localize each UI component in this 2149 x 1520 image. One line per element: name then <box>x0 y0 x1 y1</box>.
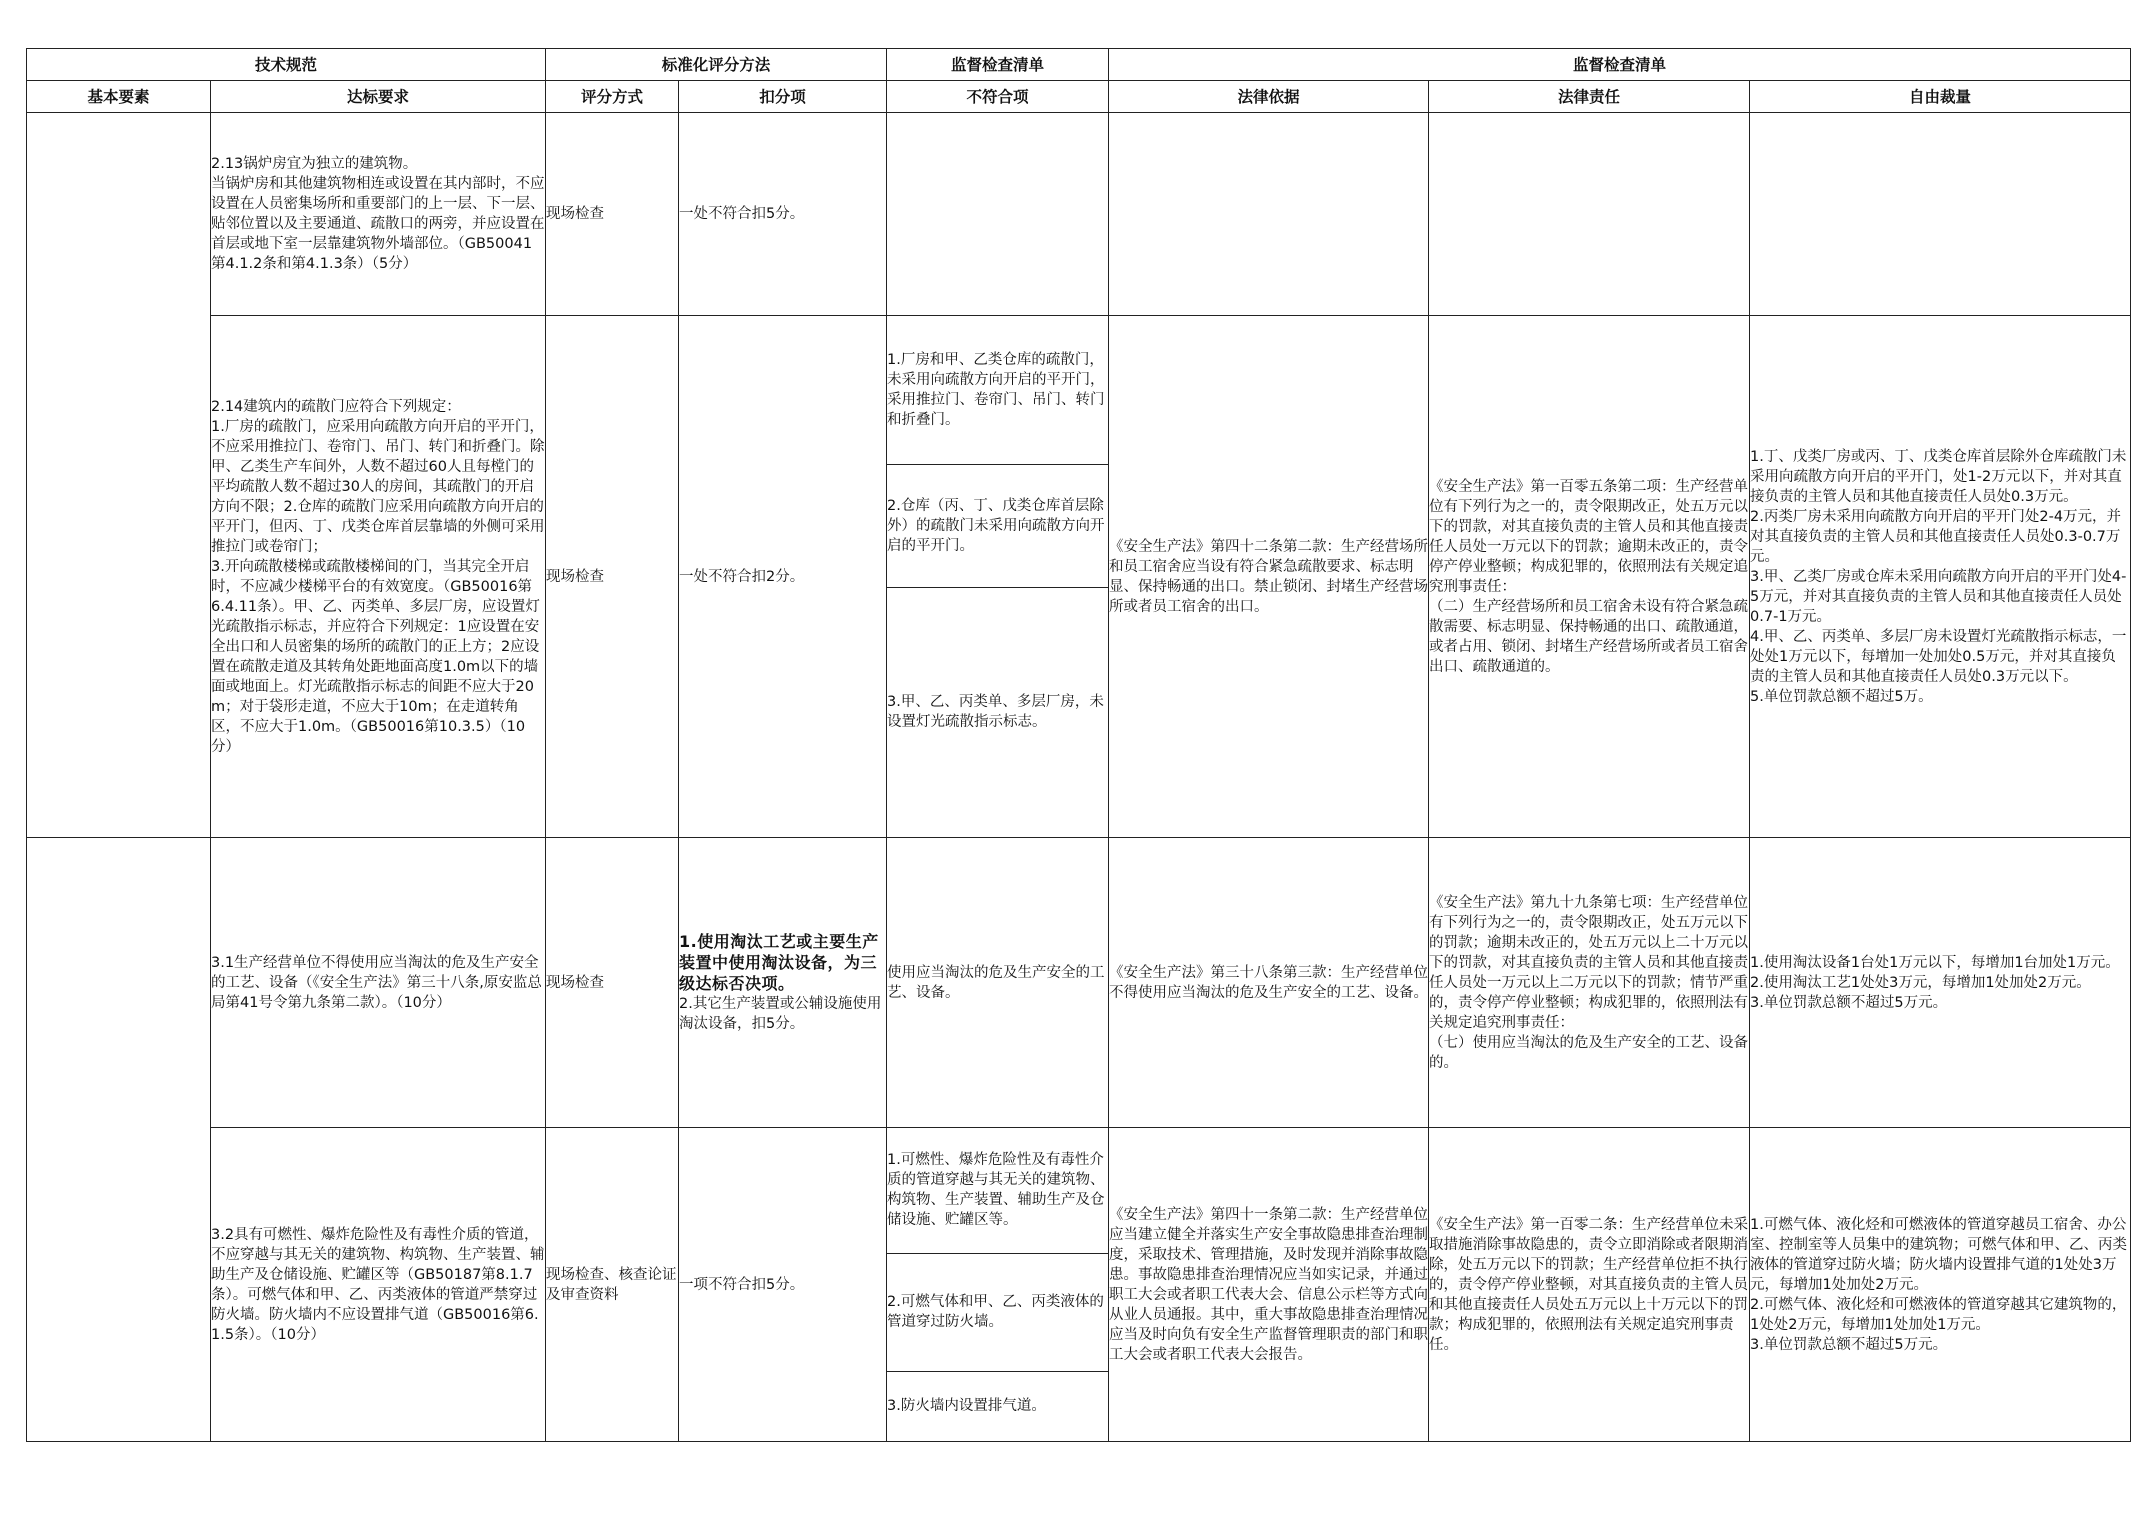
header-row-2 <box>27 81 2131 113</box>
requirement-cell: 3.2具有可燃性、爆炸危险性及有毒性介质的管道，不应穿越与其无关的建筑物、构筑物、生产装置、辅助生产及仓储设施、贮罐区等（GB50187第8.1.7条）。可燃气体和甲、乙、丙类液体的管道严禁穿过防火墙。防火墙内不应设置排气道（GB50016第6.1.5条）。（10分） <box>211 1128 546 1442</box>
list-item: 3.防火墙内设置排气道。 <box>887 1398 1046 1415</box>
header-scoring-way: 评分方式 <box>546 81 679 113</box>
discretion-cell <box>1750 113 2131 316</box>
header-row-1 <box>27 49 2131 81</box>
table-row <box>27 113 2131 316</box>
deduction-cell: 一处不符合扣2分。 <box>679 316 887 838</box>
header-basic-element: 基本要素 <box>27 81 211 113</box>
nonconformity-cell <box>887 113 1109 316</box>
legal-liability-cell <box>1429 113 1750 316</box>
legal-basis-cell: 《安全生产法》第四十二条第二款：生产经营场所和员工宿舍应当设有符合紧急疏散要求、标志明显、保持畅通的出口。禁止锁闭、封堵生产经营场所或者员工宿舍的出口。 <box>1109 316 1429 838</box>
scoring-way-cell: 现场检查 <box>546 113 679 316</box>
table-row <box>27 1128 2131 1442</box>
list-item: 2.仓库（丙、丁、戊类仓库首层除外）的疏散门未采用向疏散方向开启的平开门。 <box>887 464 1108 587</box>
requirement-cell: 3.1生产经营单位不得使用应当淘汰的危及生产安全的工艺、设备（《安全生产法》第三十八条,原安监总局第41号令第九条第二款）。（10分） <box>211 838 546 1128</box>
legal-basis-cell <box>1109 113 1429 316</box>
header-discretion: 自由裁量 <box>1750 81 2131 113</box>
deduction-item: 2.其它生产装置或公辅设施使用淘汰设备，扣5分。 <box>679 996 882 1032</box>
list-item: 3.甲、乙、丙类单、多层厂房，未设置灯光疏散指示标志。 <box>887 694 1104 731</box>
inspection-table <box>26 48 2131 1442</box>
scoring-way-cell: 现场检查、核查论证及审查资料 <box>546 1128 679 1442</box>
header-tech-spec: 技术规范 <box>27 49 546 81</box>
header-checklist-1: 监督检查清单 <box>887 49 1109 81</box>
header-checklist-2: 监督检查清单 <box>1109 49 2131 81</box>
table-row <box>27 838 2131 1128</box>
requirement-cell: 2.13锅炉房宜为独立的建筑物。 当锅炉房和其他建筑物相连或设置在其内部时，不应设置在人员密集场所和重要部门的上一层、下一层、贴邻位置以及主要通道、疏散口的两旁，并应设置在首层或地下室一层靠建筑物外墙部位。（GB50041第4.1.2条和第4.1.3条）（5分） <box>211 113 546 316</box>
nonconformity-cell: 使用应当淘汰的危及生产安全的工艺、设备。 <box>887 838 1109 1128</box>
table-row <box>27 316 2131 838</box>
discretion-cell: 1.可燃气体、液化烃和可燃液体的管道穿越员工宿舍、办公室、控制室等人员集中的建筑物；可燃气体和甲、乙、丙类液体的管道穿过防火墙；防火墙内设置排气道的1处处3万元，每增加1处加处2万元。 2.可燃气体、液化烃和可燃液体的管道穿越其它建筑物的，1处处2万元，每增加1处加处1万元。 3.单位罚款总额不超过5万元。 <box>1750 1128 2131 1442</box>
veto-item: 1.使用淘汰工艺或主要生产装置中使用淘汰设备，为三级达标否决项。 <box>679 932 879 993</box>
header-requirement: 达标要求 <box>211 81 546 113</box>
legal-liability-cell: 《安全生产法》第一百零二条：生产经营单位未采取措施消除事故隐患的，责令立即消除或者限期消除，处五万元以下的罚款；生产经营单位拒不执行的，责令停产停业整顿，对其直接负责的主管人员和其他直接责任人员处五万元以上十万元以下的罚款；构成犯罪的，依照刑法有关规定追究刑事责任。 <box>1429 1128 1750 1442</box>
requirement-cell: 2.14建筑内的疏散门应符合下列规定： 1.厂房的疏散门，应采用向疏散方向开启的平开门，不应采用推拉门、卷帘门、吊门、转门和折叠门。除甲、乙类生产车间外，人数不超过60人且每樘门的平均疏散人数不超过30人的房间，其疏散门的开启方向不限；2.仓库的疏散门应采用向疏散方向开启的平开门，但丙、丁、戊类仓库首层靠墙的外侧可采用推拉门或卷帘门； 3.开向疏散楼梯或疏散楼梯间的门，当其完全开启时，不应减少楼梯平台的有效宽度。（GB50016第6.4.11条）。甲、乙、丙类单、多层厂房，应设置灯光疏散指示标志，并应符合下列规定：1应设置在安全出口和人员密集的场所的疏散门的正上方；2应设置在疏散走道及其转角处距地面高度1.0m以下的墙面或地面上。灯光疏散指示标志的间距不应大于20m；对于袋形走道，不应大于10m；在走道转角区，不应大于1.0m。（GB50016第10.3.5）（10分） <box>211 316 546 838</box>
list-item: 1.可燃性、爆炸危险性及有毒性介质的管道穿越与其无关的建筑物、构筑物、生产装置、辅助生产及仓储设施、贮罐区等。 <box>887 1128 1108 1253</box>
list-item: 1.厂房和甲、乙类仓库的疏散门，未采用向疏散方向开启的平开门，采用推拉门、卷帘门、吊门、转门和折叠门。 <box>887 316 1108 464</box>
deduction-cell: 一项不符合扣5分。 <box>679 1128 887 1442</box>
deduction-cell: 一处不符合扣5分。 <box>679 113 887 316</box>
legal-liability-cell: 《安全生产法》第九十九条第七项：生产经营单位有下列行为之一的，责令限期改正，处五万元以下的罚款；逾期未改正的，处五万元以上二十万元以下的罚款，对其直接负责的主管人员和其他直接责任人员处一万元以上二万元以下的罚款；情节严重的，责令停产停业整顿；构成犯罪的，依照刑法有关规定追究刑事责任： （七）使用应当淘汰的危及生产安全的工艺、设备的。 <box>1429 838 1750 1128</box>
discretion-cell: 1.丁、戊类厂房或丙、丁、戊类仓库首层除外仓库疏散门未采用向疏散方向开启的平开门，处1-2万元以下，并对其直接负责的主管人员和其他直接责任人员处0.3万元。 2.丙类厂房未采用向疏散方向开启的平开门处2-4万元，并对其直接负责的主管人员和其他直接责任人员处0.3-0.7万元。 3.甲、乙类厂房或仓库未采用向疏散方向开启的平开门处4-5万元，并对其直接负责的主管人员和其他直接责任人员处0.7-1万元。 4.甲、乙、丙类单、多层厂房未设置灯光疏散指示标志，一处处1万元以下，每增加一处加处0.5万元，并对其直接负责的主管人员和其他直接责任人员处0.3万元以下。 5.单位罚款总额不超过5万。 <box>1750 316 2131 838</box>
scoring-way-cell: 现场检查 <box>546 838 679 1128</box>
nonconformity-cell <box>887 316 1109 838</box>
deduction-cell <box>679 838 887 1128</box>
header-nonconformity: 不符合项 <box>887 81 1109 113</box>
legal-basis-cell: 《安全生产法》第三十八条第三款：生产经营单位不得使用应当淘汰的危及生产安全的工艺、设备。 <box>1109 838 1429 1128</box>
basic-element-cell <box>27 113 211 838</box>
discretion-cell: 1.使用淘汰设备1台处1万元以下，每增加1台加处1万元。 2.使用淘汰工艺1处处3万元，每增加1处加处2万元。 3.单位罚款总额不超过5万元。 <box>1750 838 2131 1128</box>
legal-liability-cell: 《安全生产法》第一百零五条第二项：生产经营单位有下列行为之一的，责令限期改正，处五万元以下的罚款，对其直接负责的主管人员和其他直接责任人员处一万元以下的罚款；逾期未改正的，责令停产停业整顿；构成犯罪的，依照刑法有关规定追究刑事责任： （二）生产经营场所和员工宿舍未设有符合紧急疏散需要、标志明显、保持畅通的出口、疏散通道，或者占用、锁闭、封堵生产经营场所或者员工宿舍出口、疏散通道的。 <box>1429 316 1750 838</box>
nonconformity-list <box>887 1128 1108 1441</box>
scoring-way-cell: 现场检查 <box>546 316 679 838</box>
nonconformity-cell <box>887 1128 1109 1442</box>
header-deduction: 扣分项 <box>679 81 887 113</box>
legal-basis-cell: 《安全生产法》第四十一条第二款：生产经营单位应当建立健全并落实生产安全事故隐患排查治理制度，采取技术、管理措施，及时发现并消除事故隐患。事故隐患排查治理情况应当如实记录，并通过职工大会或者职工代表大会、信息公示栏等方式向从业人员通报。其中，重大事故隐患排查治理情况应当及时向负有安全生产监督管理职责的部门和职工大会或者职工代表大会报告。 <box>1109 1128 1429 1442</box>
header-scoring-method: 标准化评分方法 <box>546 49 887 81</box>
list-item: 2.可燃气体和甲、乙、丙类液体的管道穿过防火墙。 <box>887 1253 1108 1371</box>
nonconformity-list <box>887 316 1108 837</box>
header-legal-liability: 法律责任 <box>1429 81 1750 113</box>
basic-element-cell <box>27 838 211 1442</box>
header-legal-basis: 法律依据 <box>1109 81 1429 113</box>
